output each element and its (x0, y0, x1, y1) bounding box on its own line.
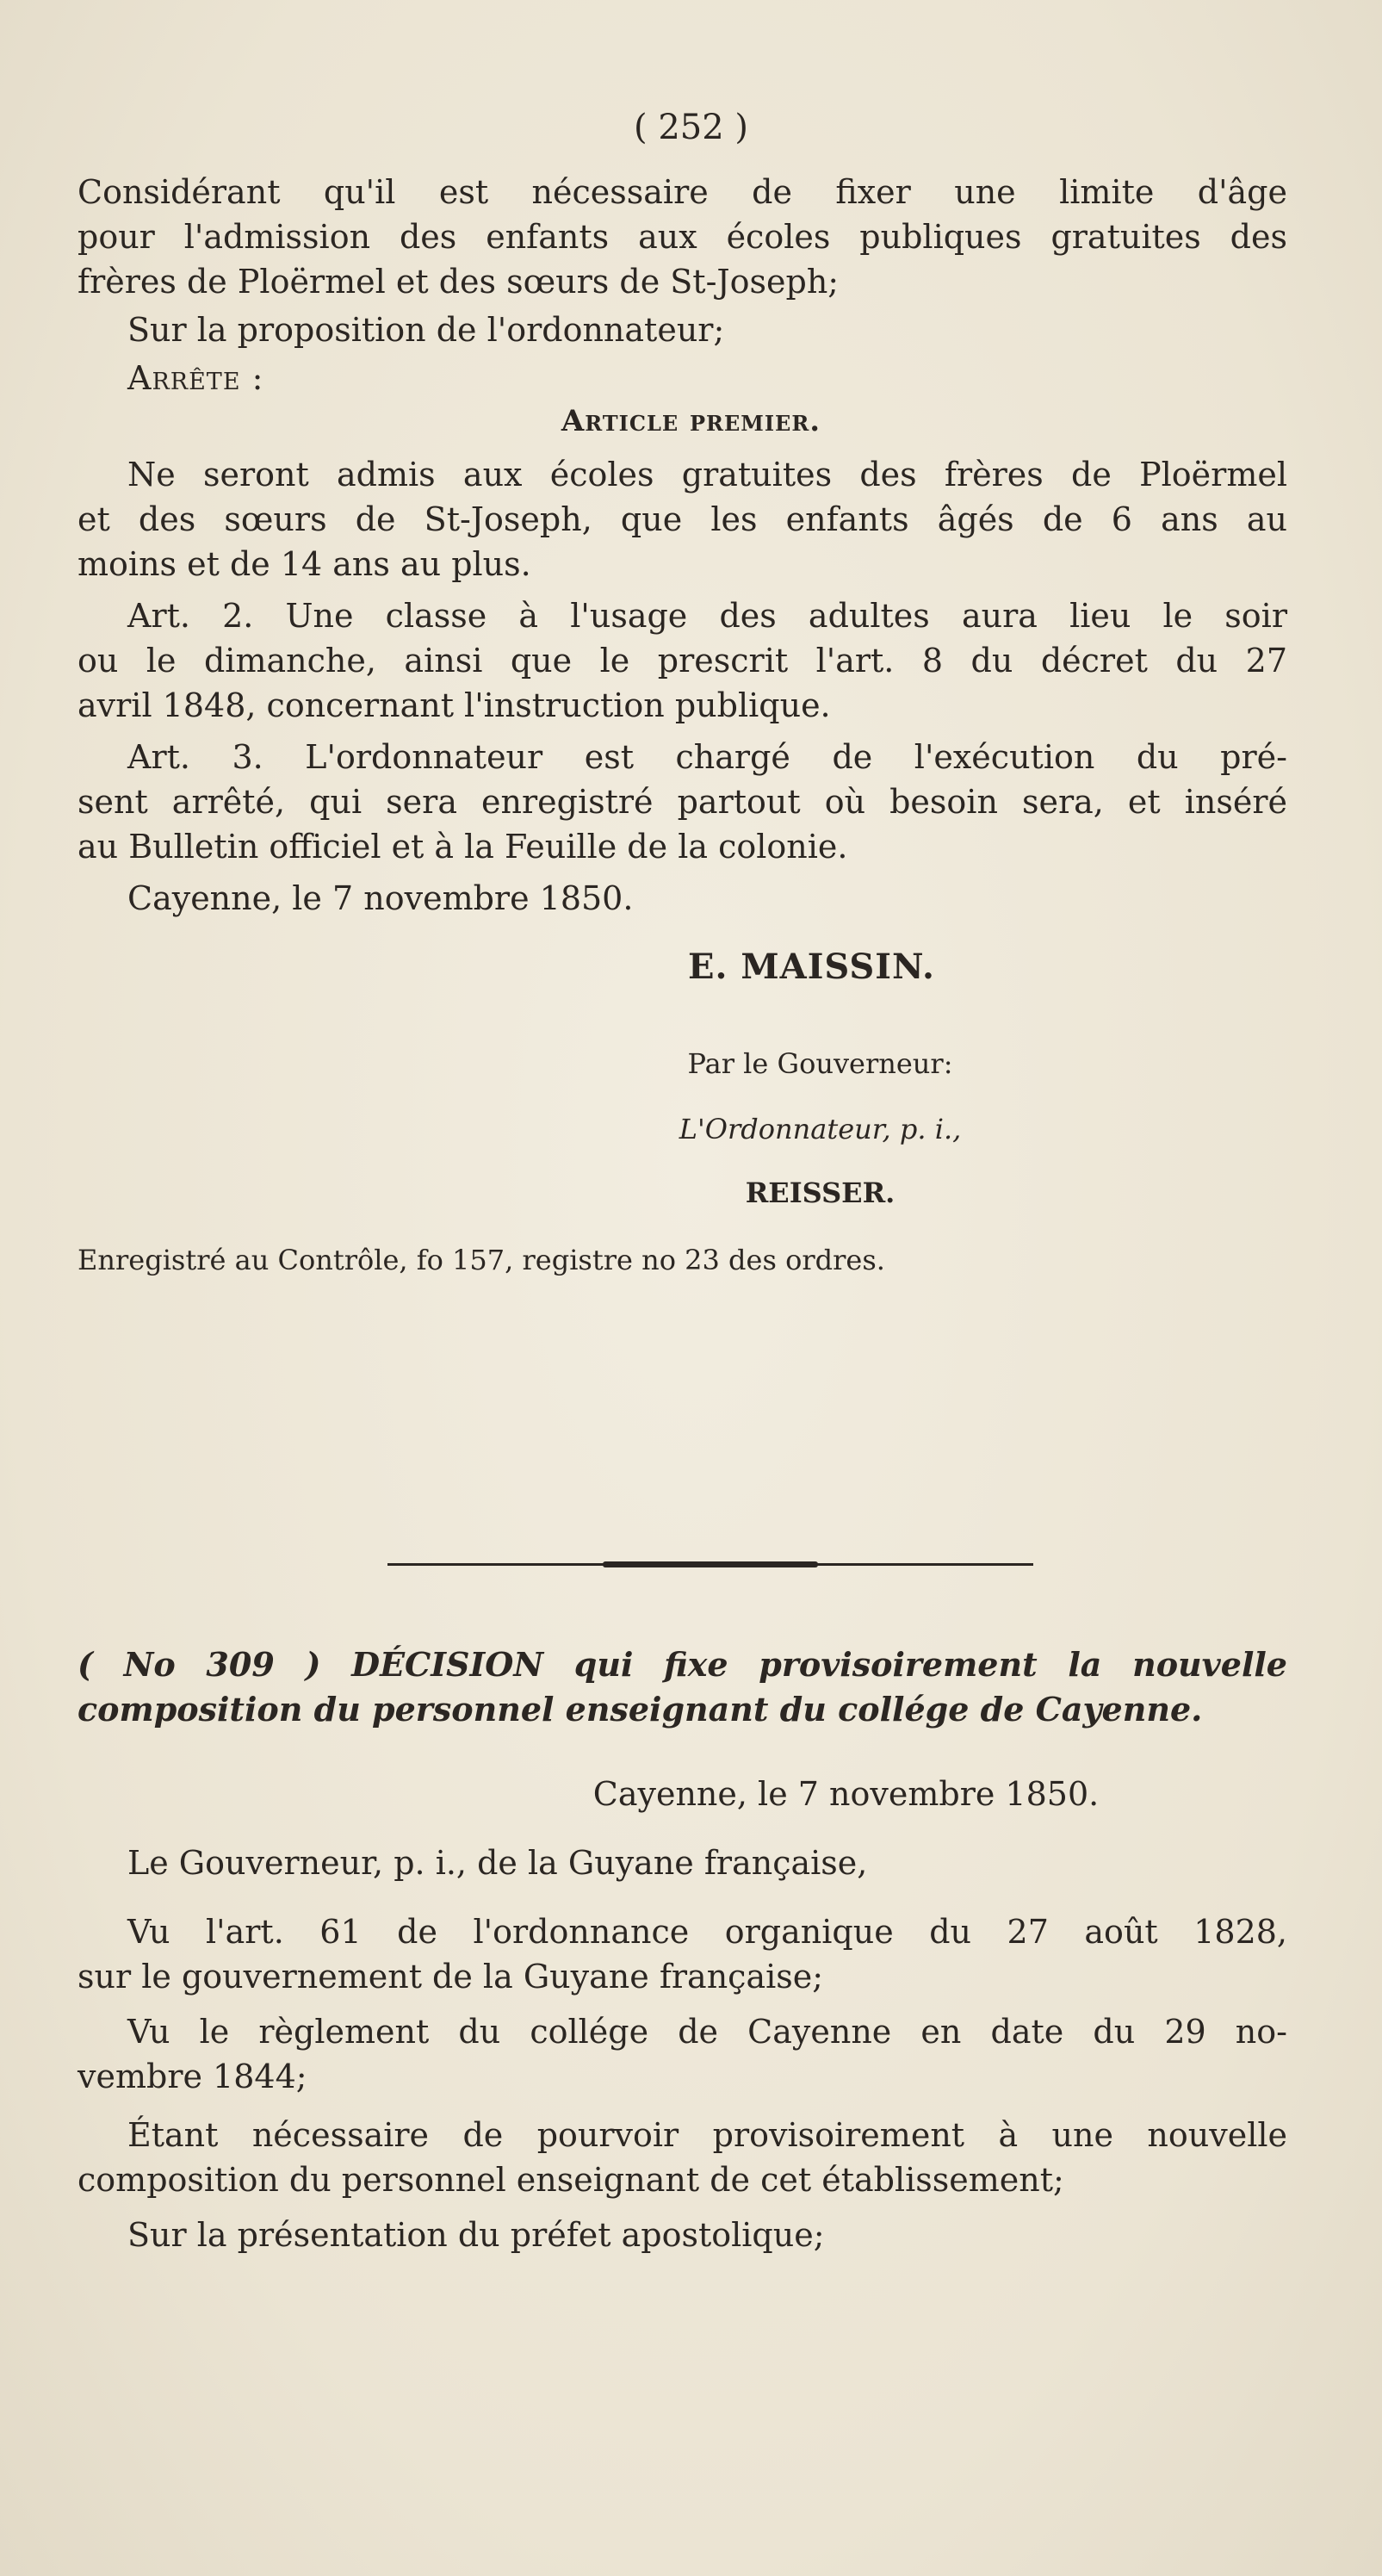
text-line: composition du personnel enseignant de cet établissement; (77, 2161, 1064, 2199)
decision-heading: composition du personnel enseignant du collége de Cayenne. (77, 1690, 1203, 1729)
text-line: et des sœurs de St-Joseph, que les enfants âgés de 6 ans au (77, 500, 1287, 538)
section-divider (387, 1563, 1033, 1566)
text-line: vembre 1844; (77, 2058, 307, 2095)
text-line: Ne seront admis aux écoles gratuites des frères de Ploërmel (127, 456, 1287, 493)
text-line: Considérant qu'il est nécessaire de fixer une limite d'âge (77, 173, 1287, 211)
text-line: Art. 2. Une classe à l'usage des adultes aura lieu le soir (127, 597, 1287, 635)
article-heading: Article premier. (561, 404, 821, 438)
text-line: au Bulletin officiel et à la Feuille de la colonie. (77, 828, 848, 866)
page-number: ( 252 ) (634, 108, 748, 147)
par-le-gouverneur: Par le Gouverneur: (687, 1047, 953, 1080)
text-line: Art. 3. L'ordonnateur est chargé de l'exécution du pré- (127, 738, 1287, 776)
text-line: sent arrêté, qui sera enregistré partout où besoin sera, et inséré (77, 783, 1287, 821)
ordonnateur-line: L'Ordonnateur, p. i., (679, 1113, 962, 1145)
date-line: Cayenne, le 7 novembre 1850. (592, 1775, 1100, 1813)
text-line: Sur la proposition de l'ordonnateur; (127, 311, 725, 349)
reisser-signature: REISSER. (745, 1176, 896, 1209)
arrete-label: Arrête : (127, 359, 264, 397)
text-line: Vu l'art. 61 de l'ordonnance organique du 27 août 1828, (127, 1913, 1287, 1951)
text-line: Sur la présentation du préfet apostolique; (127, 2216, 825, 2254)
text-line: Étant nécessaire de pourvoir provisoirement à une nouvelle (127, 2116, 1287, 2154)
date-line: Cayenne, le 7 novembre 1850. (127, 879, 634, 917)
signatory-name: E. MAISSIN. (688, 947, 935, 987)
text-line: Le Gouverneur, p. i., de la Guyane française, (127, 1844, 868, 1882)
text-line: pour l'admission des enfants aux écoles publiques gratuites des (77, 218, 1287, 256)
decision-heading: ( No 309 ) DÉCISION qui fixe provisoirement la nouvelle (77, 1645, 1287, 1684)
text-line: sur le gouvernement de la Guyane française; (77, 1958, 824, 1996)
text-line: frères de Ploërmel et des sœurs de St-Joseph; (77, 263, 840, 301)
registration-note: Enregistré au Contrôle, fo 157, registre no 23 des ordres. (77, 1244, 885, 1276)
text-line: avril 1848, concernant l'instruction publique. (77, 686, 831, 724)
text-line: moins et de 14 ans au plus. (77, 545, 531, 583)
text-line: Vu le règlement du collége de Cayenne en date du 29 no- (127, 2013, 1287, 2051)
text-line: ou le dimanche, ainsi que le prescrit l'art. 8 du décret du 27 (77, 642, 1287, 680)
